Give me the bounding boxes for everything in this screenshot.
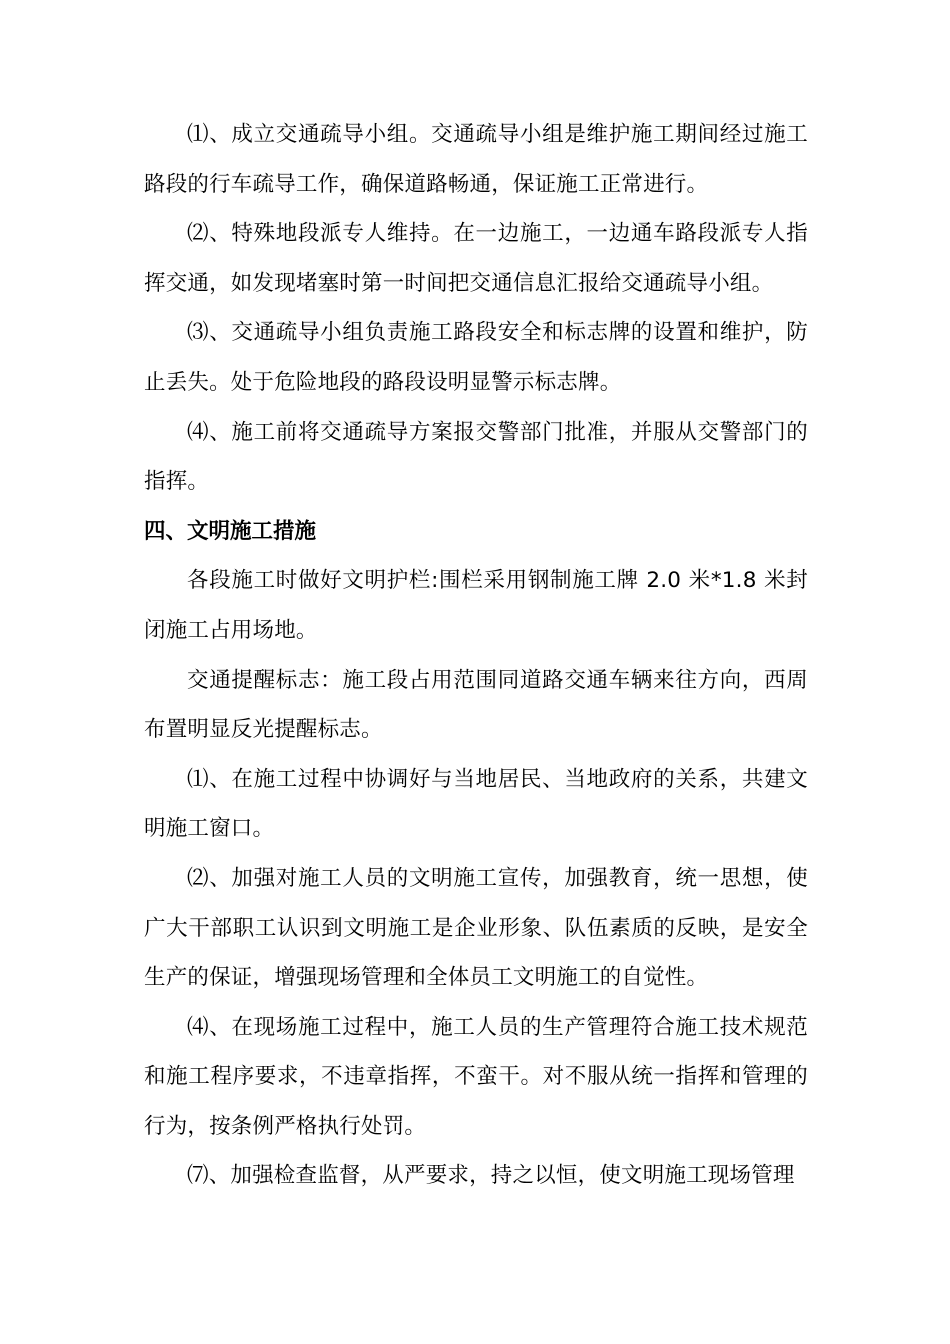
section-heading: 四、文明施工措施 (144, 518, 317, 544)
document-body (144, 110, 808, 1201)
paragraph-site-management: ⑷、在现场施工过程中，施工人员的生产管理符合施工技术规范和施工程序要求，不违章指挥，不蛮干。对不服从统一指挥和管理的行为，按条例严格执行处罚。 (144, 1014, 808, 1139)
paragraph-education: ⑵、加强对施工人员的文明施工宣传，加强教育，统一思想，使广大干部职工认识到文明施工是企业形象、队伍素质的反映，是安全生产的保证，增强现场管理和全体员工文明施工的自觉性。 (144, 865, 808, 991)
paragraph-police-approval: ⑷、施工前将交通疏导方案报交警部门批准，并服从交警部门的指挥。 (144, 419, 808, 495)
paragraph-traffic-group: ⑴、成立交通疏导小组。交通疏导小组是维护施工期间经过施工路段的行车疏导工作，确保道路畅通，保证施工正常进行。 (144, 122, 808, 197)
paragraph-guardrail: 各段施工时做好文明护栏:围栏采用钢制施工牌 2.0 米*1.8 米封闭施工占用场地。 (144, 568, 808, 643)
paragraph-inspection: ⑺、加强检查监督，从严要求，持之以恒，使文明施工现场管理 (187, 1163, 795, 1189)
paragraph-special-section: ⑵、特殊地段派专人维持。在一边施工，一边通车路段派专人指挥交通，如发现堵塞时第一时间把交通信息汇报给交通疏导小组。 (144, 221, 808, 296)
paragraph-sign-maintenance: ⑶、交通疏导小组负责施工路段安全和标志牌的设置和维护，防止丢失。处于危险地段的路段设明显警示标志牌。 (144, 320, 808, 395)
paragraph-local-relations: ⑴、在施工过程中协调好与当地居民、当地政府的关系，共建文明施工窗口。 (144, 766, 808, 842)
paragraph-warning-signs: 交通提醒标志：施工段占用范围同道路交通车辆来往方向，西周布置明显反光提醒标志。 (144, 667, 808, 743)
